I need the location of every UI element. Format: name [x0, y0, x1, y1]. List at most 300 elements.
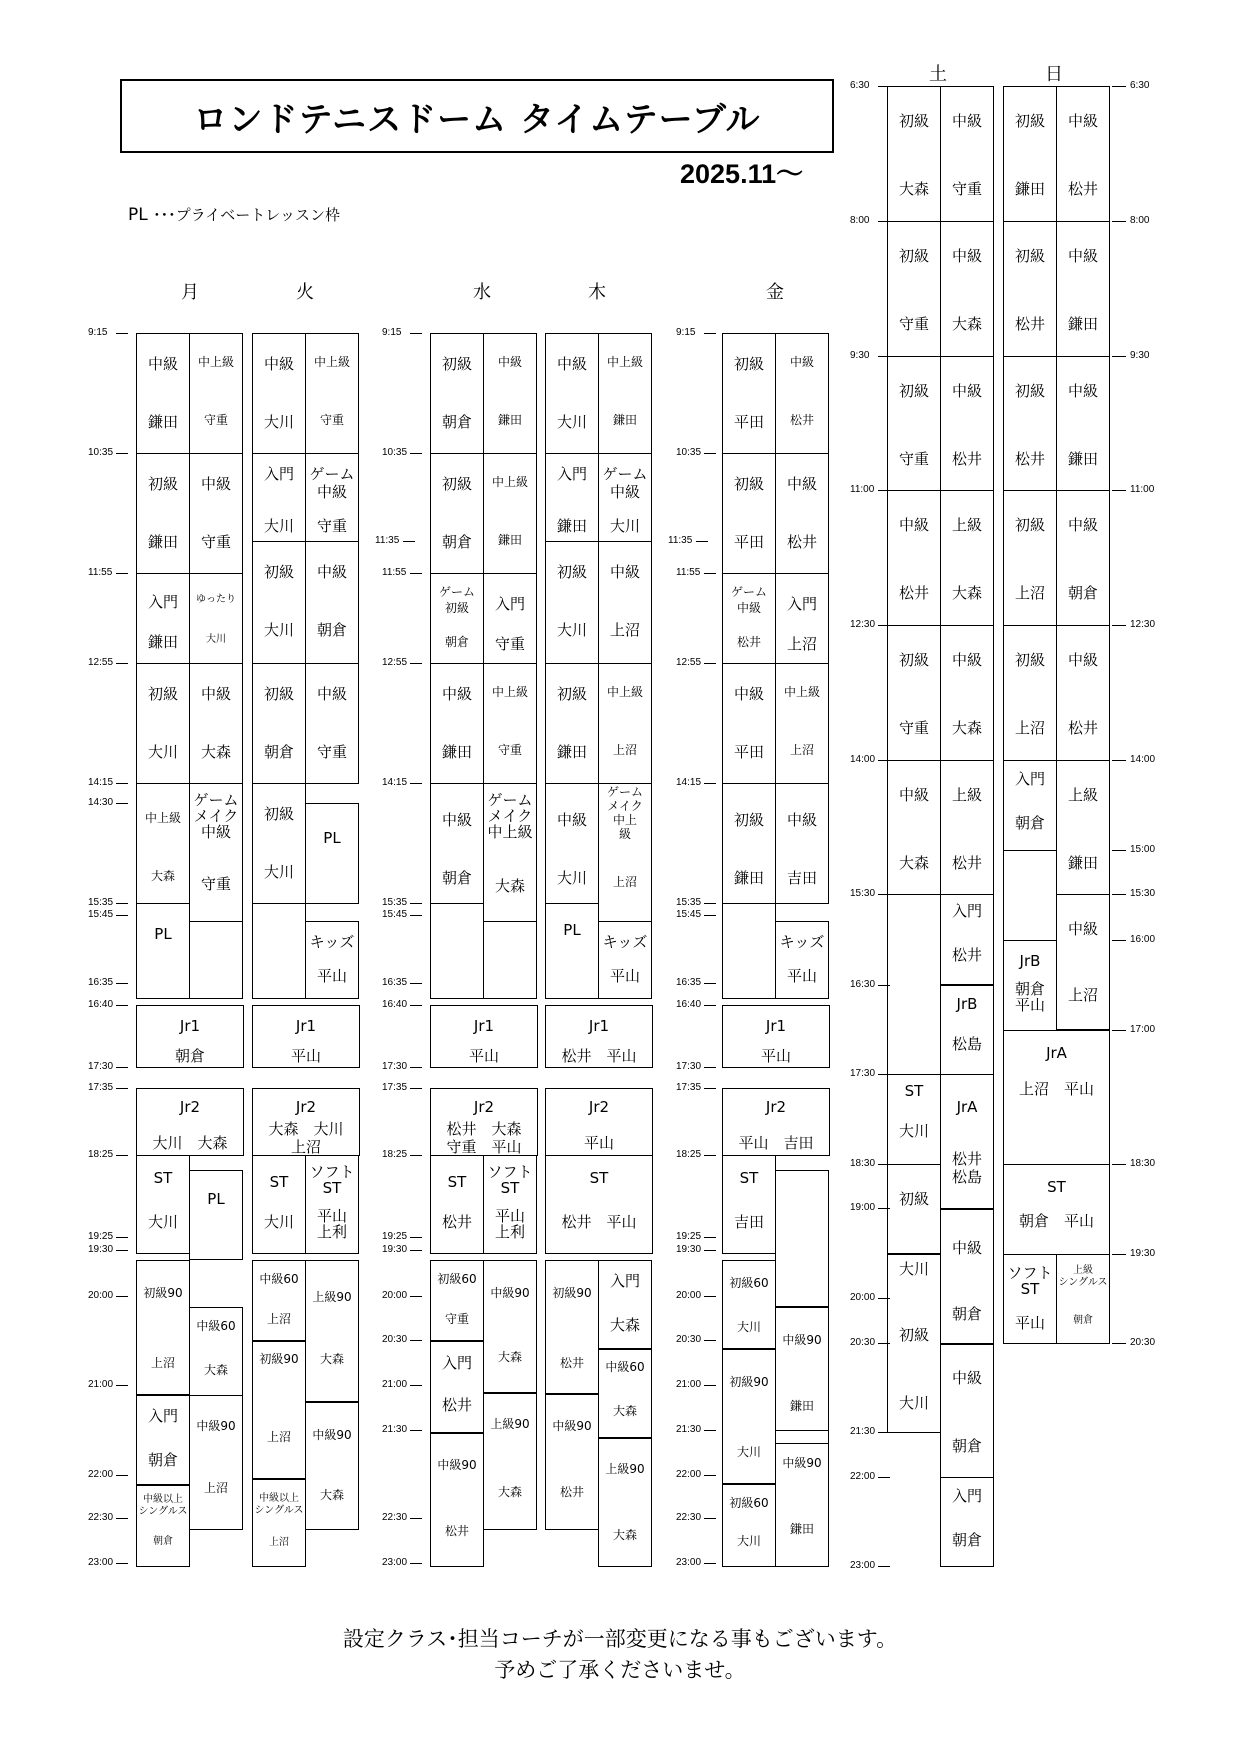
slot-text: ゲーム: [438, 585, 475, 599]
slot-text: 平山: [1014, 1314, 1045, 1332]
slot-text: 平山: [583, 1134, 614, 1152]
class-slot-thu-a3: [545, 541, 599, 664]
slot-text: 上沼: [269, 1537, 289, 1548]
class-slot-mon-a6: [136, 903, 190, 999]
time-label: 12:55: [676, 657, 702, 668]
time-tick: [410, 903, 422, 904]
slot-text: 中級90: [437, 1458, 477, 1472]
time-label: 16:40: [382, 999, 408, 1010]
class-slot-wed-a5: [430, 783, 484, 904]
class-slot-wed-a1: [430, 333, 484, 454]
time-tick: [704, 1563, 716, 1564]
time-tick: [116, 663, 128, 664]
slot-text: 大森: [951, 719, 982, 737]
slot-text: シングルス: [254, 1505, 304, 1516]
class-slot-sat-n5: [940, 1477, 994, 1567]
time-label: 11:00: [1130, 484, 1155, 495]
time-label: 18:25: [382, 1149, 408, 1160]
slot-text: シングルス: [138, 1506, 188, 1517]
slot-text: 鎌田: [147, 533, 178, 551]
slot-text: 平山: [760, 1047, 791, 1065]
time-label: 11:55: [88, 567, 113, 578]
slot-text: 松島: [951, 1168, 982, 1186]
class-slot-tue-st: [252, 1155, 306, 1254]
time-tick: [1112, 490, 1126, 491]
slot-text: 上沼: [1014, 584, 1045, 602]
slot-text: 中級: [898, 516, 929, 534]
slot-text: ST: [904, 1082, 924, 1100]
slot-text: 大森 大川: [268, 1120, 344, 1138]
slot-text: 朝倉: [441, 533, 472, 551]
time-tick: [704, 1250, 716, 1251]
class-slot-tue-pl: [305, 803, 359, 904]
time-tick: [410, 1430, 422, 1431]
class-slot-sun-a6: [1003, 760, 1057, 851]
time-label: 15:30: [850, 888, 876, 899]
slot-text: 鎌田: [1067, 315, 1098, 333]
slot-text: 鎌田: [733, 869, 764, 887]
slot-text: 初級: [733, 811, 764, 829]
slot-text: 初級60: [729, 1496, 769, 1510]
slot-text: 中級: [786, 475, 817, 493]
day-label: 金: [766, 282, 784, 303]
class-slot-sun-b1: [1056, 86, 1110, 222]
time-tick: [116, 1563, 128, 1564]
time-label: 21:00: [676, 1379, 702, 1390]
slot-text: 平山: [786, 967, 817, 985]
slot-text: 平山: [1014, 996, 1045, 1014]
time-tick: [704, 1088, 716, 1089]
slot-text: 松井: [441, 1213, 472, 1231]
class-slot-tue-a1: [252, 333, 306, 454]
class-slot-fri-b3: [775, 573, 829, 664]
slot-text: 朝倉: [1067, 584, 1098, 602]
slot-text: キッズ: [779, 933, 825, 951]
class-slot-sun-a2: [1003, 221, 1057, 357]
class-slot-sat-a1: [887, 86, 941, 222]
class-slot-wed-b4: [483, 663, 537, 784]
slot-text: 大森: [898, 854, 929, 872]
slot-text: 守重: [497, 743, 522, 757]
time-tick: [1112, 760, 1126, 761]
slot-text: 上沼: [612, 875, 637, 889]
slot-text: 松井: [1014, 315, 1045, 333]
slot-text: ソフト: [1007, 1264, 1053, 1282]
period-label: 2025.11～: [680, 159, 804, 189]
slot-text: 鎌田: [497, 413, 522, 427]
slot-text: 中級: [441, 685, 472, 703]
slot-text: メイク: [607, 799, 643, 813]
class-slot-sun-b3: [1056, 356, 1110, 491]
time-tick: [410, 1088, 422, 1089]
slot-text: 中級: [786, 811, 817, 829]
slot-text: 初級90: [259, 1352, 299, 1366]
slot-text: 入門: [556, 465, 587, 483]
time-tick: [116, 903, 128, 904]
time-tick: [410, 783, 422, 784]
class-slot-sun-jrb: [1003, 940, 1057, 1031]
time-label: 20:00: [676, 1290, 702, 1301]
time-label: 15:45: [676, 909, 702, 920]
time-label: 14:00: [850, 754, 876, 765]
slot-text: ST: [500, 1179, 520, 1197]
slot-text: 中級: [316, 563, 347, 581]
slot-text: 松井: [444, 1524, 469, 1538]
slot-text: ST: [739, 1169, 759, 1187]
class-slot-fri-a2: [722, 453, 776, 574]
time-tick: [116, 803, 128, 804]
slot-text: 初級: [441, 355, 472, 373]
slot-text: 守重: [316, 743, 347, 761]
slot-text: 中級90: [782, 1456, 822, 1470]
slot-text: 初級90: [143, 1286, 183, 1300]
slot-text: 入門: [147, 593, 178, 611]
time-tick: [1112, 1254, 1126, 1255]
slot-text: 中級90: [196, 1419, 236, 1433]
slot-text: 中級: [1067, 247, 1098, 265]
slot-text: 中級: [951, 651, 982, 669]
time-label: 6:30: [1130, 80, 1150, 91]
slot-text: ソフト: [309, 1163, 355, 1181]
time-tick: [410, 1250, 422, 1251]
slot-text: ゆったり: [196, 594, 236, 605]
slot-text: 大森: [951, 584, 982, 602]
slot-text: 朝倉 平山: [1018, 1212, 1094, 1230]
slot-text: 上級90: [312, 1290, 352, 1304]
slot-text: 初級: [147, 685, 178, 703]
slot-text: キッズ: [309, 933, 355, 951]
class-slot-sat-b6: [940, 760, 994, 895]
class-slot-wed-n4: [483, 1393, 537, 1530]
slot-text: 松井: [951, 1150, 982, 1168]
slot-text: 中級: [951, 382, 982, 400]
time-label: 22:30: [676, 1512, 702, 1523]
class-slot-sun-soft: [1003, 1254, 1057, 1344]
slot-text: 松井: [559, 1485, 584, 1499]
time-label: 11:55: [382, 567, 407, 578]
slot-text: 守重: [494, 635, 525, 653]
class-slot-wed-b6: [483, 921, 537, 999]
slot-text: 松井 平山: [561, 1047, 637, 1065]
slot-text: 吉田: [733, 1213, 764, 1231]
class-slot-thu-jr1: [545, 1005, 653, 1068]
slot-text: 大川: [556, 621, 587, 639]
slot-text: 上級90: [605, 1462, 645, 1476]
slot-text: Jr1: [473, 1017, 495, 1035]
slot-text: 大森: [612, 1404, 637, 1418]
slot-text: 平山: [494, 1207, 525, 1225]
slot-text: 中級: [951, 1239, 982, 1257]
slot-text: 初級90: [552, 1286, 592, 1300]
slot-text: 大川: [263, 517, 294, 535]
class-slot-thu-n5: [598, 1438, 652, 1567]
time-label: 22:00: [676, 1469, 702, 1480]
class-slot-sun-b5: [1056, 625, 1110, 761]
class-slot-thu-b1: [598, 333, 652, 454]
class-slot-sun-b6: [1056, 760, 1110, 895]
slot-text: 松井: [1067, 719, 1098, 737]
class-slot-fri-b4: [775, 663, 829, 784]
time-tick: [704, 453, 716, 454]
slot-text: 入門: [951, 902, 982, 920]
class-slot-mon-st: [136, 1155, 190, 1254]
slot-text: 松井: [786, 533, 817, 551]
time-label: 16:40: [676, 999, 702, 1010]
time-tick: [116, 1385, 128, 1386]
slot-text: 初級: [147, 475, 178, 493]
slot-text: 朝倉: [316, 621, 347, 639]
class-slot-thu-a2: [545, 453, 599, 542]
time-tick: [704, 1475, 716, 1476]
class-slot-thu-a6: [545, 903, 599, 999]
slot-text: 大川: [736, 1445, 761, 1459]
slot-text: 上沼: [150, 1356, 175, 1370]
slot-text: 初級: [1014, 516, 1045, 534]
class-slot-wed-jr1: [430, 1005, 538, 1068]
class-slot-wed-b5: [483, 783, 537, 922]
time-label: 8:00: [1130, 215, 1150, 226]
slot-text: 中級: [951, 112, 982, 130]
class-slot-sat-n2: [940, 1209, 994, 1345]
slot-text: 中上級: [491, 685, 528, 699]
slot-text: 大川: [736, 1320, 761, 1334]
slot-text: 松井: [789, 413, 814, 427]
slot-text: 朝倉: [444, 635, 469, 649]
time-label: 10:35: [382, 447, 408, 458]
slot-text: 大森: [150, 869, 175, 883]
slot-text: 中級: [733, 685, 764, 703]
legend: [128, 204, 340, 225]
time-tick: [704, 1155, 716, 1156]
time-label: 23:00: [88, 1557, 114, 1568]
class-slot-mon-a1: [136, 333, 190, 454]
legend-code: PL: [128, 205, 148, 225]
slot-text: 守重: [319, 413, 344, 427]
slot-text: 上沼: [786, 635, 817, 653]
slot-text: Jr2: [588, 1098, 610, 1116]
slot-text: 平山: [468, 1047, 499, 1065]
time-tick: [704, 333, 716, 334]
time-label: 14:30: [88, 797, 114, 808]
slot-text: 大川 大森: [152, 1134, 228, 1152]
slot-text: 初級: [1014, 382, 1045, 400]
time-label: 14:00: [1130, 754, 1156, 765]
class-slot-fri-a6: [722, 903, 776, 999]
slot-text: 守重: [444, 1312, 469, 1326]
class-slot-sun-a7: [1003, 850, 1057, 941]
time-tick: [704, 1067, 716, 1068]
class-slot-wed-jr2: [430, 1088, 538, 1156]
time-tick: [1112, 356, 1126, 357]
slot-text: 中級: [441, 811, 472, 829]
time-label: 14:15: [382, 777, 408, 788]
slot-text: 初級60: [437, 1272, 477, 1286]
slot-text: 守重: [951, 180, 982, 198]
time-label: 17:30: [850, 1068, 876, 1079]
slot-text: 中級90: [552, 1419, 592, 1433]
slot-text: 大川: [147, 1213, 178, 1231]
slot-text: ST: [153, 1169, 173, 1187]
time-tick: [704, 903, 716, 904]
slot-text: Jr1: [765, 1017, 787, 1035]
slot-text: 中上級: [313, 355, 350, 369]
time-label: 17:35: [676, 1082, 702, 1093]
class-slot-wed-soft: [483, 1155, 537, 1254]
time-label: 16:40: [88, 999, 114, 1010]
time-tick: [403, 541, 415, 542]
time-label: 9:15: [88, 327, 108, 338]
slot-text: 守重: [898, 450, 929, 468]
class-slot-sun-b4: [1056, 490, 1110, 626]
slot-text: 松井: [1067, 180, 1098, 198]
slot-text: 上級: [1073, 1265, 1093, 1276]
class-slot-tue-n3: [252, 1340, 306, 1480]
slot-text: 守重: [898, 719, 929, 737]
time-label: 15:45: [88, 909, 114, 920]
slot-text: 平山: [316, 967, 347, 985]
class-slot-sat-b8: [940, 985, 994, 1075]
slot-text: 中級: [200, 685, 231, 703]
time-tick: [116, 573, 128, 574]
time-tick: [704, 1430, 716, 1431]
time-tick: [410, 1296, 422, 1297]
slot-text: 中級: [1067, 516, 1098, 534]
time-label: 20:30: [382, 1334, 408, 1345]
time-tick: [410, 1155, 422, 1156]
time-tick: [410, 453, 422, 454]
time-tick: [116, 1296, 128, 1297]
slot-text: 大川: [263, 621, 294, 639]
time-tick: [878, 1477, 890, 1478]
slot-text: 大森: [609, 1316, 640, 1334]
day-label: 水: [473, 282, 491, 303]
class-slot-tue-n2: [305, 1260, 359, 1402]
slot-text: 入門: [494, 595, 525, 613]
slot-text: 朝倉: [263, 743, 294, 761]
slot-text: 平田: [733, 743, 764, 761]
class-slot-sat-a4: [887, 490, 941, 626]
class-slot-tue-jr1: [252, 1005, 360, 1068]
slot-text: 上利: [316, 1223, 347, 1241]
class-slot-sat-a5: [887, 625, 941, 761]
time-label: 23:00: [382, 1557, 408, 1568]
slot-text: 鎌田: [789, 1399, 814, 1413]
slot-text: 鎌田: [1067, 854, 1098, 872]
time-tick: [410, 983, 422, 984]
class-slot-sat-a2: [887, 221, 941, 357]
slot-text: シングルス: [1058, 1277, 1108, 1288]
slot-text: 松島: [951, 1035, 982, 1053]
class-slot-mon-b1: [189, 333, 243, 454]
slot-text: 初級: [444, 601, 469, 615]
class-slot-fri-b1: [775, 333, 829, 454]
time-label: 11:35: [375, 535, 400, 546]
time-label: 15:45: [382, 909, 408, 920]
class-slot-tue-b3: [305, 541, 359, 664]
time-tick: [696, 541, 708, 542]
slot-text: 中上級: [487, 823, 533, 841]
class-slot-fri-n1: [722, 1260, 776, 1349]
time-label: 17:30: [382, 1061, 408, 1072]
slot-text: Jr2: [295, 1098, 317, 1116]
class-slot-wed-n2: [483, 1260, 537, 1393]
slot-text: 松井: [898, 584, 929, 602]
time-label: 16:35: [382, 977, 408, 988]
slot-text: 初級: [898, 651, 929, 669]
time-label: 17:00: [1130, 1024, 1156, 1035]
class-slot-sat-b1: [940, 86, 994, 222]
class-slot-wed-b3: [483, 573, 537, 664]
class-slot-tue-b1: [305, 333, 359, 454]
class-slot-thu-b3: [598, 541, 652, 664]
slot-text: 中級: [1067, 112, 1098, 130]
slot-text: Jr1: [295, 1017, 317, 1035]
slot-text: 鎌田: [147, 413, 178, 431]
class-slot-thu-n4: [545, 1393, 599, 1530]
slot-text: 大森: [898, 180, 929, 198]
time-tick: [704, 1385, 716, 1386]
time-tick: [704, 1237, 716, 1238]
time-label: 23:00: [676, 1557, 702, 1568]
slot-text: 初級: [1014, 247, 1045, 265]
slot-text: 大川: [556, 413, 587, 431]
class-slot-thu-n3: [598, 1348, 652, 1438]
time-label: 12:30: [850, 619, 876, 630]
slot-text: ST: [1047, 1178, 1066, 1196]
slot-text: 平山: [609, 967, 640, 985]
class-slot-mon-b5: [189, 783, 243, 922]
time-label: 18:25: [676, 1149, 702, 1160]
time-label: 11:55: [676, 567, 701, 578]
time-label: 16:35: [88, 977, 114, 988]
class-slot-tue-b4: [305, 663, 359, 784]
time-label: 19:30: [88, 1244, 114, 1255]
slot-text: 中級: [316, 483, 347, 501]
time-label: 20:00: [382, 1290, 408, 1301]
time-tick: [410, 1340, 422, 1341]
time-tick: [704, 1005, 716, 1006]
class-slot-fri-n5: [722, 1484, 776, 1567]
time-label: 15:35: [382, 897, 408, 908]
slot-text: 松井: [736, 635, 761, 649]
slot-text: 初級: [263, 563, 294, 581]
time-tick: [1112, 940, 1126, 941]
time-tick: [116, 983, 128, 984]
time-label: 10:35: [88, 447, 114, 458]
class-slot-fri-jr1: [722, 1005, 830, 1068]
time-label: 22:30: [382, 1512, 408, 1523]
slot-text: 初級: [263, 685, 294, 703]
slot-text: 大川: [898, 1394, 929, 1412]
slot-text: ゲーム: [730, 585, 767, 599]
slot-text: 朝倉: [1073, 1315, 1093, 1326]
slot-text: 初級: [733, 475, 764, 493]
page-title: ロンドテニスドーム タイムテーブル: [120, 79, 834, 153]
slot-text: 中級: [1067, 382, 1098, 400]
slot-text: 守重 平山: [446, 1138, 522, 1156]
slot-text: 中級: [263, 355, 294, 373]
slot-text: 鎌田: [441, 743, 472, 761]
slot-text: 中級: [200, 475, 231, 493]
class-slot-thu-jr2: [545, 1088, 653, 1156]
slot-text: 上級: [1067, 786, 1098, 804]
slot-text: Jr2: [765, 1098, 787, 1116]
class-slot-fri-b6: [775, 1170, 829, 1307]
slot-text: 守重: [203, 413, 228, 427]
time-tick: [878, 1566, 890, 1567]
slot-text: 鎌田: [556, 517, 587, 535]
class-slot-fri-jr2: [722, 1088, 830, 1156]
